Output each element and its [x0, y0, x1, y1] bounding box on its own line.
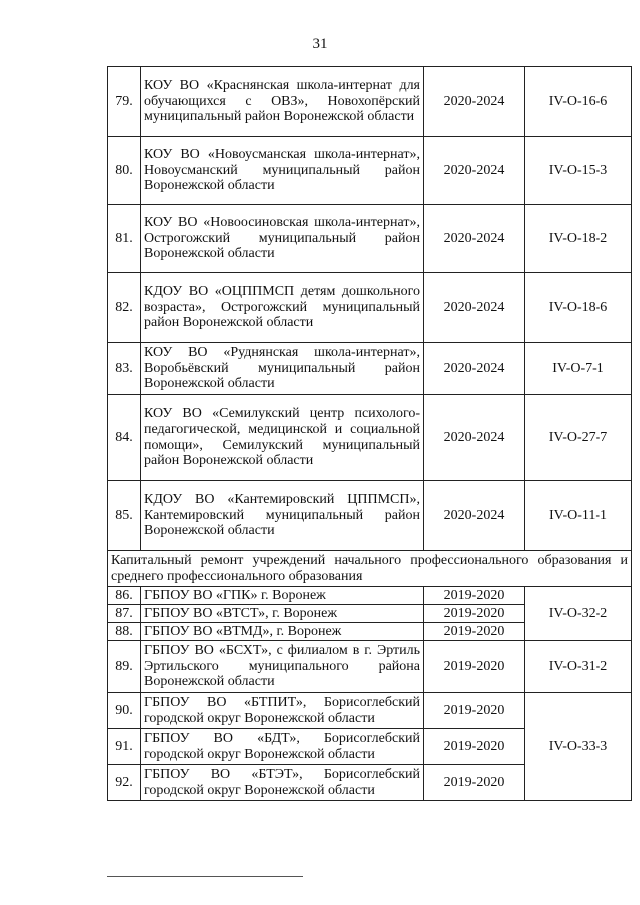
period: 2019-2020	[424, 605, 525, 623]
institution-name: ГБПОУ ВО «БТЭТ», Борисоглебский городской округ Воронежской области	[141, 765, 424, 801]
row-number: 90.	[108, 693, 141, 729]
period: 2019-2020	[424, 623, 525, 641]
period: 2019-2020	[424, 693, 525, 729]
row-number: 91.	[108, 729, 141, 765]
page-number: 31	[312, 36, 328, 52]
object-code: IV-О-18-6	[525, 273, 632, 343]
table-row	[108, 205, 632, 273]
institution-name: ГБПОУ ВО «ВТМД», г. Воронеж	[141, 623, 424, 641]
institution-name: ГБПОУ ВО «ГПК» г. Воронеж	[141, 587, 424, 605]
table-row	[108, 273, 632, 343]
row-number: 87.	[108, 605, 141, 623]
table-row	[108, 481, 632, 551]
table-row	[108, 641, 632, 693]
period: 2019-2020	[424, 587, 525, 605]
institution-name: КОУ ВО «Семилукский центр психолого-педагогической, медицинской и социальной помощи», Семилукский муниципальный район Воронежской области	[141, 395, 424, 481]
institution-name: КОУ ВО «Руднянская школа-интернат», Воробьёвский муниципальный район Воронежской области	[141, 343, 424, 395]
row-number: 80.	[108, 137, 141, 205]
table-row	[108, 395, 632, 481]
institution-name: ГБПОУ ВО «ВТСТ», г. Воронеж	[141, 605, 424, 623]
object-code: IV-О-27-7	[525, 395, 632, 481]
row-number: 86.	[108, 587, 141, 605]
footnote-divider	[107, 876, 303, 877]
institution-name: КДОУ ВО «Кантемировский ЦППМСП», Кантемировский муниципальный район Воронежской области	[141, 481, 424, 551]
institution-name: КОУ ВО «Новоусманская школа-интернат», Новоусманский муниципальный район Воронежской области	[141, 137, 424, 205]
period: 2020-2024	[424, 137, 525, 205]
object-code: IV-О-15-3	[525, 137, 632, 205]
row-number: 79.	[108, 67, 141, 137]
table-row	[108, 693, 632, 729]
institution-name: КДОУ ВО «ОЦППМСП детям дошкольного возраста», Острогожский муниципальный район Воронежской области	[141, 273, 424, 343]
object-code: IV-О-32-2	[525, 587, 632, 641]
table-row	[108, 587, 632, 605]
object-code: IV-О-31-2	[525, 641, 632, 693]
row-number: 84.	[108, 395, 141, 481]
table-row	[108, 67, 632, 137]
object-code: IV-О-18-2	[525, 205, 632, 273]
period: 2019-2020	[424, 641, 525, 693]
institution-name: ГБПОУ ВО «БДТ», Борисоглебский городской округ Воронежской области	[141, 729, 424, 765]
object-code: IV-О-16-6	[525, 67, 632, 137]
section-title: Капитальный ремонт учреждений начального профессионального образования и среднего профессионального образования	[108, 551, 632, 587]
object-code: IV-О-7-1	[525, 343, 632, 395]
register-table	[107, 66, 632, 801]
row-number: 85.	[108, 481, 141, 551]
institution-name: КОУ ВО «Новоосиновская школа-интернат», Острогожский муниципальный район Воронежской области	[141, 205, 424, 273]
row-number: 92.	[108, 765, 141, 801]
row-number: 81.	[108, 205, 141, 273]
period: 2020-2024	[424, 343, 525, 395]
row-number: 83.	[108, 343, 141, 395]
row-number: 82.	[108, 273, 141, 343]
period: 2020-2024	[424, 273, 525, 343]
institution-name: ГБПОУ ВО «БСХТ», с филиалом в г. Эртиль Эртильского муниципального района Воронежской области	[141, 641, 424, 693]
section-header-row	[108, 551, 632, 587]
object-code: IV-О-33-3	[525, 693, 632, 801]
row-number: 89.	[108, 641, 141, 693]
table-row	[108, 343, 632, 395]
object-code: IV-О-11-1	[525, 481, 632, 551]
period: 2020-2024	[424, 67, 525, 137]
institution-name: ГБПОУ ВО «БТПИТ», Борисоглебский городской округ Воронежской области	[141, 693, 424, 729]
row-number: 88.	[108, 623, 141, 641]
period: 2019-2020	[424, 729, 525, 765]
period: 2020-2024	[424, 481, 525, 551]
period: 2020-2024	[424, 205, 525, 273]
period: 2020-2024	[424, 395, 525, 481]
table-row	[108, 137, 632, 205]
institution-name: КОУ ВО «Краснянская школа-интернат для обучающихся с ОВЗ», Новохопёрский муниципальный район Воронежской области	[141, 67, 424, 137]
period: 2019-2020	[424, 765, 525, 801]
